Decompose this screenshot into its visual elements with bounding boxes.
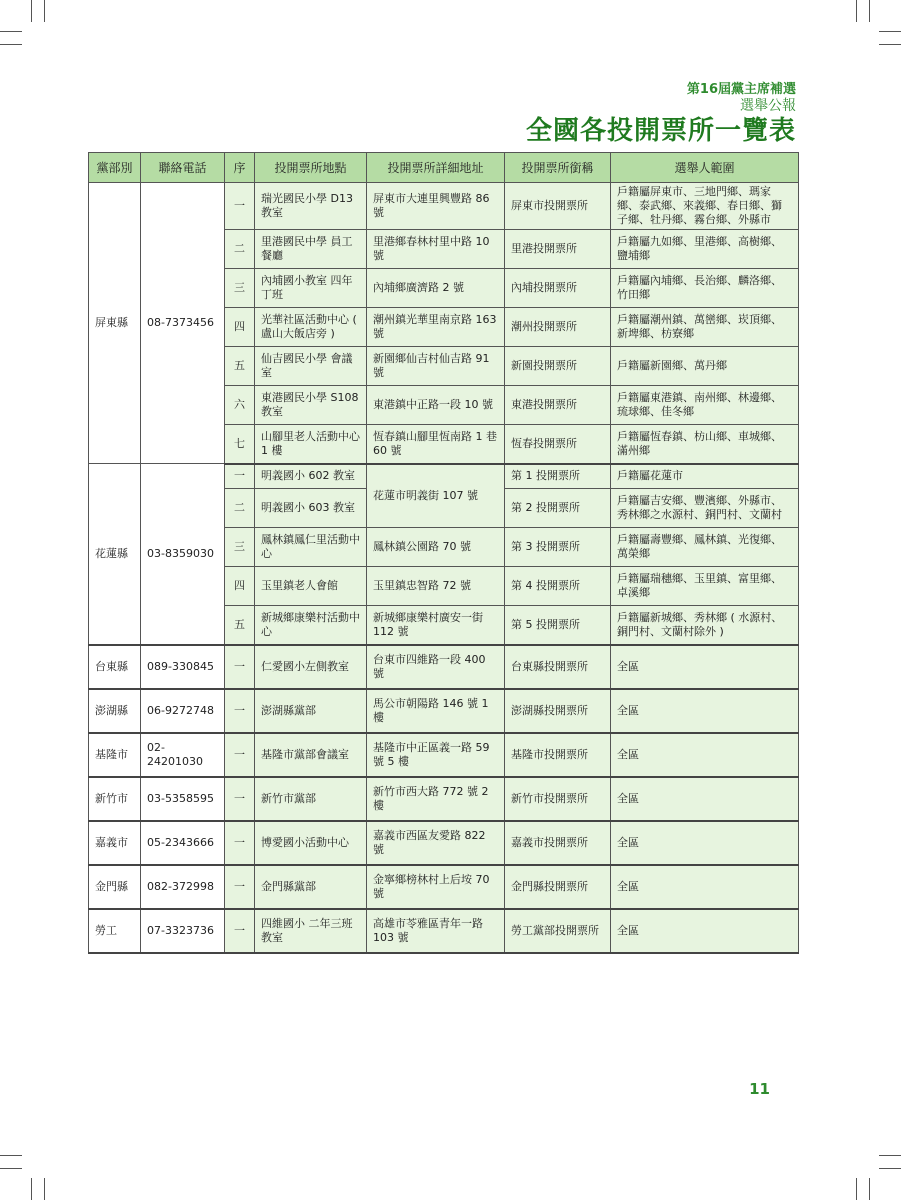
column-header: 選舉人範圍 [611, 153, 799, 183]
crop-mark [0, 44, 22, 45]
table-row [89, 733, 799, 777]
address-cell: 高雄市苓雅區青年一路 103 號 [367, 909, 505, 953]
place-cell: 瑞光國民小學 D13 教室 [255, 183, 367, 230]
district-name: 屏東縣 [89, 183, 141, 464]
place-cell: 仁愛國小左側教室 [255, 645, 367, 689]
seq-cell: 七 [225, 425, 255, 464]
scope-cell: 戶籍屬瑞穗鄉、玉里鎮、富里鄉、卓溪鄉 [611, 567, 799, 606]
address-cell: 新城鄉康樂村廣安一街 112 號 [367, 606, 505, 645]
column-header: 投開票所銜稱 [505, 153, 611, 183]
scope-cell: 全區 [611, 909, 799, 953]
address-cell: 里港鄉春林村里中路 10 號 [367, 230, 505, 269]
crop-mark [31, 0, 32, 22]
address-cell: 花蓮市明義街 107 號 [367, 464, 505, 528]
scope-cell: 戶籍屬潮州鎮、萬巒鄉、崁頂鄉、新埤鄉、枋寮鄉 [611, 308, 799, 347]
address-cell: 恆春鎮山腳里恆南路 1 巷 60 號 [367, 425, 505, 464]
seq-cell: 三 [225, 528, 255, 567]
place-cell: 新城鄉康樂村活動中心 [255, 606, 367, 645]
scope-cell: 戶籍屬新園鄉、萬丹鄉 [611, 347, 799, 386]
address-cell: 玉里鎮忠智路 72 號 [367, 567, 505, 606]
column-header: 投開票所地點 [255, 153, 367, 183]
place-cell: 里港國民中學 員工餐廳 [255, 230, 367, 269]
address-cell: 基隆市中正區義一路 59 號 5 樓 [367, 733, 505, 777]
seq-cell: 一 [225, 821, 255, 865]
contact-phone: 089-330845 [141, 645, 225, 689]
place-cell: 東港國民小學 S108 教室 [255, 386, 367, 425]
crop-mark [879, 44, 901, 45]
address-cell: 嘉義市西區友愛路 822 號 [367, 821, 505, 865]
scope-cell: 戶籍屬壽豐鄉、鳳林鎮、光復鄉、萬榮鄉 [611, 528, 799, 567]
crop-mark [0, 31, 22, 32]
page-header [526, 82, 796, 147]
crop-mark [44, 1178, 45, 1200]
address-cell: 東港鎮中正路一段 10 號 [367, 386, 505, 425]
seq-cell: 一 [225, 733, 255, 777]
station-cell: 台東縣投開票所 [505, 645, 611, 689]
table-row [89, 645, 799, 689]
seq-cell: 四 [225, 308, 255, 347]
column-header: 投開票所詳細地址 [367, 153, 505, 183]
seq-cell: 一 [225, 183, 255, 230]
table-row [89, 821, 799, 865]
place-cell: 金門縣黨部 [255, 865, 367, 909]
place-cell: 明義國小 603 教室 [255, 489, 367, 528]
scope-cell: 戶籍屬吉安鄉、豐濱鄉、外縣市、秀林鄉之水源村、銅門村、文蘭村 [611, 489, 799, 528]
seq-cell: 三 [225, 269, 255, 308]
seq-cell: 二 [225, 230, 255, 269]
election-name: 第16屆黨主席補選 [686, 82, 796, 97]
crop-mark [879, 1168, 901, 1169]
crop-mark [869, 1178, 870, 1200]
place-cell: 基隆市黨部會議室 [255, 733, 367, 777]
contact-phone: 05-2343666 [141, 821, 225, 865]
scope-cell: 戶籍屬新城鄉、秀林鄉 ( 水源村、銅門村、文蘭村除外 ) [611, 606, 799, 645]
district-name: 澎湖縣 [89, 689, 141, 733]
place-cell: 山腳里老人活動中心 1 樓 [255, 425, 367, 464]
scope-cell: 戶籍屬東港鎮、南州鄉、林邊鄉、琉球鄉、佳冬鄉 [611, 386, 799, 425]
station-cell: 金門縣投開票所 [505, 865, 611, 909]
district-name: 金門縣 [89, 865, 141, 909]
station-cell: 勞工黨部投開票所 [505, 909, 611, 953]
place-cell: 博愛國小活動中心 [255, 821, 367, 865]
station-cell: 第 5 投開票所 [505, 606, 611, 645]
scope-cell: 全區 [611, 777, 799, 821]
seq-cell: 五 [225, 606, 255, 645]
table-header-row [89, 153, 799, 183]
station-cell: 東港投開票所 [505, 386, 611, 425]
address-cell: 屏東市大連里興豐路 86 號 [367, 183, 505, 230]
table-row [89, 689, 799, 733]
crop-mark [856, 1178, 857, 1200]
crop-mark [879, 31, 901, 32]
place-cell: 玉里鎮老人會館 [255, 567, 367, 606]
scope-cell: 戶籍屬花蓮市 [611, 464, 799, 489]
crop-mark [879, 1155, 901, 1156]
scope-cell: 戶籍屬恆春鎮、枋山鄉、車城鄉、滿州鄉 [611, 425, 799, 464]
seq-cell: 一 [225, 464, 255, 489]
scope-cell: 戶籍屬內埔鄉、長治鄉、麟洛鄉、竹田鄉 [611, 269, 799, 308]
station-cell: 基隆市投開票所 [505, 733, 611, 777]
column-header: 聯絡電話 [141, 153, 225, 183]
address-cell: 新園鄉仙吉村仙吉路 91 號 [367, 347, 505, 386]
contact-phone: 02-24201030 [141, 733, 225, 777]
table-row [89, 865, 799, 909]
contact-phone: 07-3323736 [141, 909, 225, 953]
scope-cell: 戶籍屬九如鄉、里港鄉、高樹鄉、鹽埔鄉 [611, 230, 799, 269]
station-cell: 第 1 投開票所 [505, 464, 611, 489]
scope-cell: 戶籍屬屏東市、三地門鄉、瑪家鄉、泰武鄉、來義鄉、春日鄉、獅子鄉、牡丹鄉、霧台鄉、外縣市 [611, 183, 799, 230]
polling-stations-table [88, 152, 799, 954]
seq-cell: 四 [225, 567, 255, 606]
address-cell: 金寧鄉榜林村上后垵 70 號 [367, 865, 505, 909]
address-cell: 新竹市西大路 772 號 2 樓 [367, 777, 505, 821]
column-header: 序 [225, 153, 255, 183]
district-name: 花蓮縣 [89, 464, 141, 645]
station-cell: 第 2 投開票所 [505, 489, 611, 528]
seq-cell: 一 [225, 777, 255, 821]
place-cell: 澎湖縣黨部 [255, 689, 367, 733]
table-row [89, 183, 799, 230]
station-cell: 澎湖縣投開票所 [505, 689, 611, 733]
station-cell: 新園投開票所 [505, 347, 611, 386]
place-cell: 新竹市黨部 [255, 777, 367, 821]
station-cell: 里港投開票所 [505, 230, 611, 269]
column-header: 黨部別 [89, 153, 141, 183]
station-cell: 內埔投開票所 [505, 269, 611, 308]
address-cell: 內埔鄉廣濟路 2 號 [367, 269, 505, 308]
crop-mark [44, 0, 45, 22]
address-cell: 潮州鎮光華里南京路 163 號 [367, 308, 505, 347]
crop-mark [856, 0, 857, 22]
station-cell: 潮州投開票所 [505, 308, 611, 347]
scope-cell: 全區 [611, 733, 799, 777]
place-cell: 四維國小 二年三班教室 [255, 909, 367, 953]
contact-phone: 03-8359030 [141, 464, 225, 645]
place-cell: 仙吉國民小學 會議室 [255, 347, 367, 386]
table-row [89, 777, 799, 821]
table-row [89, 909, 799, 953]
seq-cell: 六 [225, 386, 255, 425]
address-cell: 馬公市朝陽路 146 號 1 樓 [367, 689, 505, 733]
seq-cell: 二 [225, 489, 255, 528]
place-cell: 明義國小 602 教室 [255, 464, 367, 489]
crop-mark [0, 1168, 22, 1169]
place-cell: 鳳林鎮鳳仁里活動中心 [255, 528, 367, 567]
scope-cell: 全區 [611, 689, 799, 733]
scope-cell: 全區 [611, 865, 799, 909]
seq-cell: 一 [225, 909, 255, 953]
station-cell: 嘉義市投開票所 [505, 821, 611, 865]
district-name: 基隆市 [89, 733, 141, 777]
station-cell: 新竹市投開票所 [505, 777, 611, 821]
place-cell: 內埔國小教室 四年丁班 [255, 269, 367, 308]
contact-phone: 03-5358595 [141, 777, 225, 821]
district-name: 嘉義市 [89, 821, 141, 865]
scope-cell: 全區 [611, 645, 799, 689]
scope-cell: 全區 [611, 821, 799, 865]
station-cell: 恆春投開票所 [505, 425, 611, 464]
station-cell: 屏東市投開票所 [505, 183, 611, 230]
district-name: 勞工 [89, 909, 141, 953]
crop-mark [31, 1178, 32, 1200]
crop-mark [869, 0, 870, 22]
bulletin-label: 選舉公報 [740, 98, 796, 114]
seq-cell: 一 [225, 865, 255, 909]
contact-phone: 08-7373456 [141, 183, 225, 464]
table-row [89, 464, 799, 489]
page-title: 全國各投開票所一覽表 [525, 116, 796, 146]
address-cell: 台東市四維路一段 400 號 [367, 645, 505, 689]
seq-cell: 一 [225, 645, 255, 689]
contact-phone: 082-372998 [141, 865, 225, 909]
page-number: 11 [749, 1080, 770, 1098]
district-name: 台東縣 [89, 645, 141, 689]
station-cell: 第 4 投開票所 [505, 567, 611, 606]
station-cell: 第 3 投開票所 [505, 528, 611, 567]
district-name: 新竹市 [89, 777, 141, 821]
contact-phone: 06-9272748 [141, 689, 225, 733]
seq-cell: 五 [225, 347, 255, 386]
seq-cell: 一 [225, 689, 255, 733]
address-cell: 鳳林鎮公園路 70 號 [367, 528, 505, 567]
crop-mark [0, 1155, 22, 1156]
place-cell: 光華社區活動中心 ( 盧山大飯店旁 ) [255, 308, 367, 347]
